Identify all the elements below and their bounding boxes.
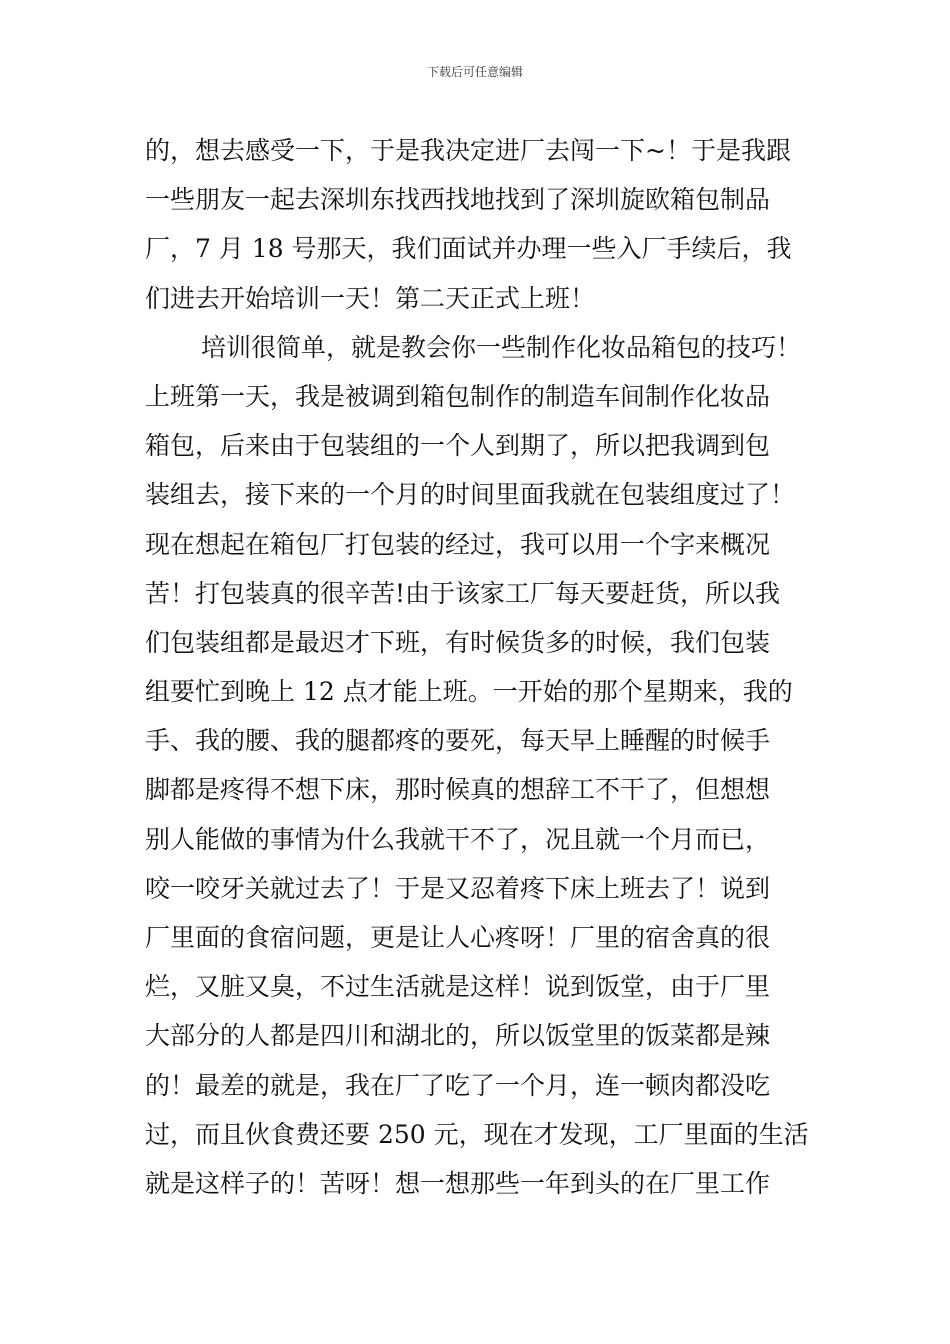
text-line: 的，想去感受一下，于是我决定进厂去闯一下~！于是我跟 xyxy=(145,136,791,165)
text-line: 组要忙到晚上 12 点才能上班。一开始的那个星期来，我的 xyxy=(145,677,793,707)
text-line: 的！最差的就是，我在厂了吃了一个月，连一顿肉都没吃 xyxy=(145,1070,771,1100)
text-line: 手、我的腰、我的腿都疼的要死，每天早上睡醒的时候手 xyxy=(145,726,771,756)
text-line: 装组去，接下来的一个月的时间里面我就在包装组度过了！ xyxy=(145,480,796,510)
paragraph-first-line: 培训很简单，就是教会你一些制作化妆品箱包的技巧！ xyxy=(201,332,802,362)
text-line: 现在想起在箱包厂打包装的经过，我可以用一个字来概况 xyxy=(145,529,771,559)
text-line: 烂，又脏又臭，不过生活就是这样！说到饭堂，由于厂里 xyxy=(145,972,771,1002)
text-line: 过，而且伙食费还要 250 元，现在才发现，工厂里面的生活 xyxy=(145,1119,809,1149)
text-line: 们进去开始培训一天！第二天正式上班！ xyxy=(145,283,596,313)
text-line: 别人能做的事情为什么我就干不了，况且就一个月而已， xyxy=(145,824,771,854)
text-line: 厂，7 月 18 号那天，我们面试并办理一些入厂手续后，我 xyxy=(145,234,792,264)
text-line: 就是这样子的！苦呀！想一想那些一年到头的在厂里工作 xyxy=(145,1168,771,1198)
page-header: 下载后可任意编辑 xyxy=(426,65,523,79)
text-line: 大部分的人都是四川和湖北的，所以饭堂里的饭菜都是辣 xyxy=(145,1021,771,1051)
document-body xyxy=(145,126,815,1208)
text-line: 苦！打包装真的很辛苦!由于该家工厂每天要赶货，所以我 xyxy=(145,578,781,608)
text-line: 箱包，后来由于包装组的一个人到期了，所以把我调到包 xyxy=(145,431,771,461)
text-line: 厂里面的食宿问题，更是让人心疼呀！厂里的宿舍真的很 xyxy=(145,923,771,952)
text-line: 脚都是疼得不想下床，那时候真的想辞工不干了，但想想 xyxy=(145,775,771,805)
text-line: 上班第一天，我是被调到箱包制作的制造车间制作化妆品 xyxy=(145,381,771,411)
text-line: 们包装组都是最迟才下班，有时候货多的时候，我们包装 xyxy=(145,627,771,657)
text-line: 一些朋友一起去深圳东找西找地找到了深圳旋欧箱包制品 xyxy=(145,185,771,215)
text-line: 咬一咬牙关就过去了！于是又忍着疼下床上班去了！说到 xyxy=(145,873,771,903)
